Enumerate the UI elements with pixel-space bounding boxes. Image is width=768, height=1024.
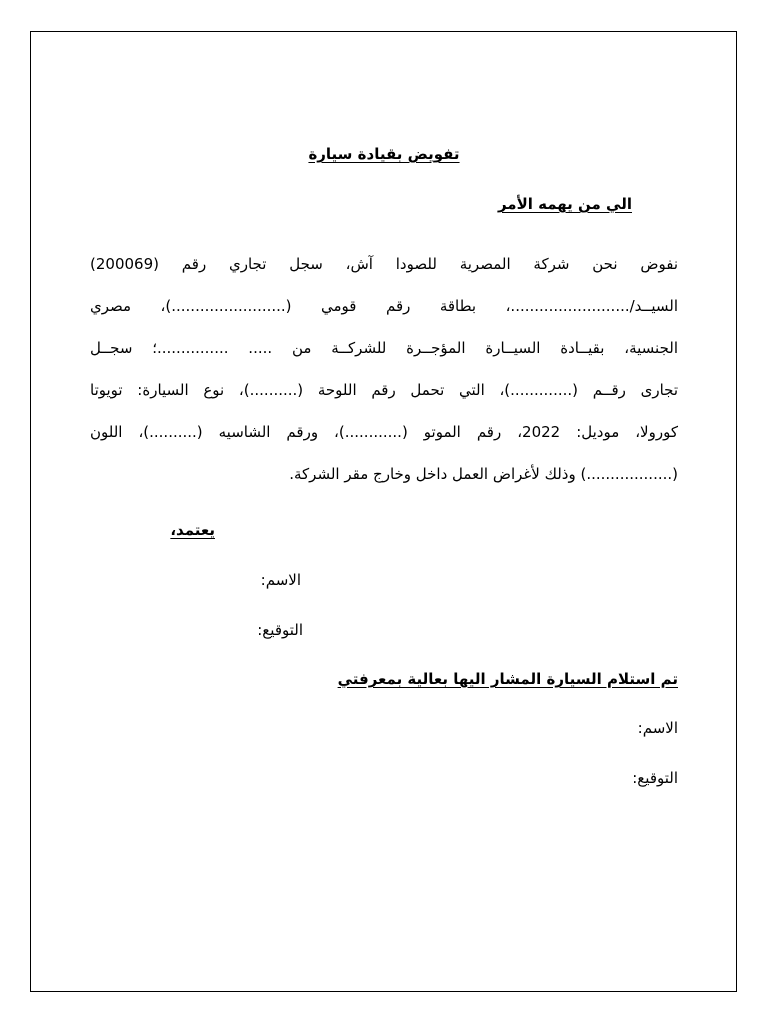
- approval-heading: يعتمد،: [170, 521, 215, 539]
- body-line: نفوض نحن شركة المصرية للصودا آش، سجل تجاري رقم (200069): [90, 255, 678, 273]
- page-border: [30, 31, 737, 992]
- body-line: (..................) وذلك لأغراض العمل داخل وخارج مقر الشركة.: [289, 465, 678, 483]
- addressee-heading: الي من يهمه الأمر: [497, 195, 632, 213]
- body-line: كورولا، موديل: 2022، رقم الموتو (............)، ورقم الشاسيه (..........)، اللون: [90, 423, 678, 441]
- body-line: السيــد/.........................، بطاقة رقم قومي (........................)، مصري: [90, 297, 678, 315]
- approval-signature-label: التوقيع:: [257, 621, 303, 639]
- body-line: الجنسية، بقيــادة السيــارة المؤجــرة للشركــة من ..... ...............؛ سجــل: [90, 339, 678, 357]
- receipt-heading: تم استلام السيارة المشار اليها بعالية بمعرفتي: [337, 670, 678, 688]
- approval-name-label: الاسم:: [260, 571, 301, 589]
- receipt-name-label: الاسم:: [637, 719, 678, 737]
- receipt-signature-label: التوقيع:: [632, 769, 678, 787]
- document-title: تفويض بقيادة سيارة: [308, 145, 460, 163]
- body-line: تجارى رقــم (.............)، التي تحمل رقم اللوحة (..........)، نوع السيارة: تويوتا: [90, 381, 678, 399]
